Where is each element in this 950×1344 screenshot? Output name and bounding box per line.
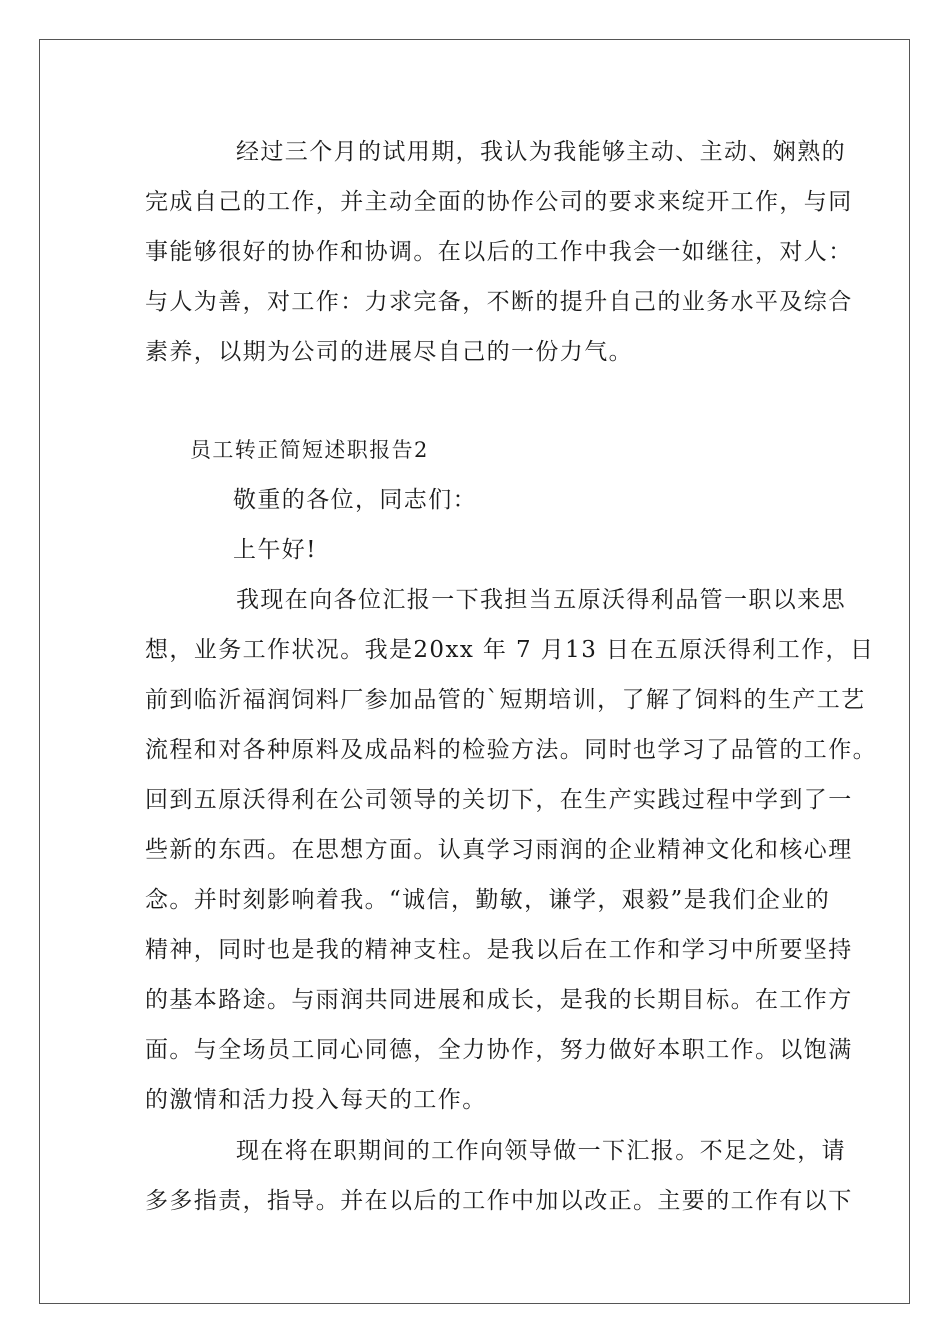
- paragraph-2-line-9: 的基本路途。与雨润共同进展和成长，是我的长期目标。在工作方: [145, 987, 853, 1013]
- paragraph-3-line-1: 现在将在职期间的工作向领导做一下汇报。不足之处，请: [236, 1138, 846, 1164]
- paragraph-2-line-10: 面。与全场员工同心同德，全力协作，努力做好本职工作。以饱满: [145, 1037, 853, 1063]
- paragraph-1-line-3: 事能够很好的协作和协调。在以后的工作中我会一如继往，对人：: [145, 239, 853, 265]
- paragraph-2-line-2: 想，业务工作状况。我是20xx 年 7 月13 日在五原沃得利工作，日: [145, 637, 875, 663]
- paragraph-1-line-1: 经过三个月的试用期，我认为我能够主动、主动、娴熟的: [236, 139, 846, 165]
- section-heading: 员工转正简短述职报告2: [190, 438, 429, 462]
- paragraph-2-line-11: 的激情和活力投入每天的工作。: [145, 1087, 487, 1113]
- paragraph-2-line-1: 我现在向各位汇报一下我担当五原沃得利品管一职以来思: [236, 587, 846, 613]
- paragraph-3-line-2: 多多指责，指导。并在以后的工作中加以改正。主要的工作有以下: [145, 1188, 853, 1214]
- paragraph-2-line-5: 回到五原沃得利在公司领导的关切下，在生产实践过程中学到了一: [145, 787, 853, 813]
- paragraph-2-line-3: 前到临沂福润饲料厂参加品管的`短期培训，了解了饲料的生产工艺: [145, 687, 866, 713]
- paragraph-1-line-5: 素养，以期为公司的进展尽自己的一份力气。: [145, 339, 633, 365]
- paragraph-1-line-2: 完成自己的工作，并主动全面的协作公司的要求来绽开工作，与同: [145, 189, 853, 215]
- paragraph-2-line-8: 精神，同时也是我的精神支柱。是我以后在工作和学习中所要坚持: [145, 937, 853, 963]
- paragraph-2-line-4: 流程和对各种原料及成品料的检验方法。同时也学习了品管的工作。: [145, 737, 877, 763]
- paragraph-2-line-7: 念。并时刻影响着我。“诚信，勤敏，谦学，艰毅”是我们企业的: [145, 887, 831, 913]
- paragraph-1-line-4: 与人为善，对工作：力求完备，不断的提升自己的业务水平及综合: [145, 289, 853, 315]
- salutation: 敬重的各位，同志们：: [233, 487, 477, 513]
- paragraph-2-line-6: 些新的东西。在思想方面。认真学习雨润的企业精神文化和核心理: [145, 837, 853, 863]
- greeting: 上午好!: [233, 537, 317, 563]
